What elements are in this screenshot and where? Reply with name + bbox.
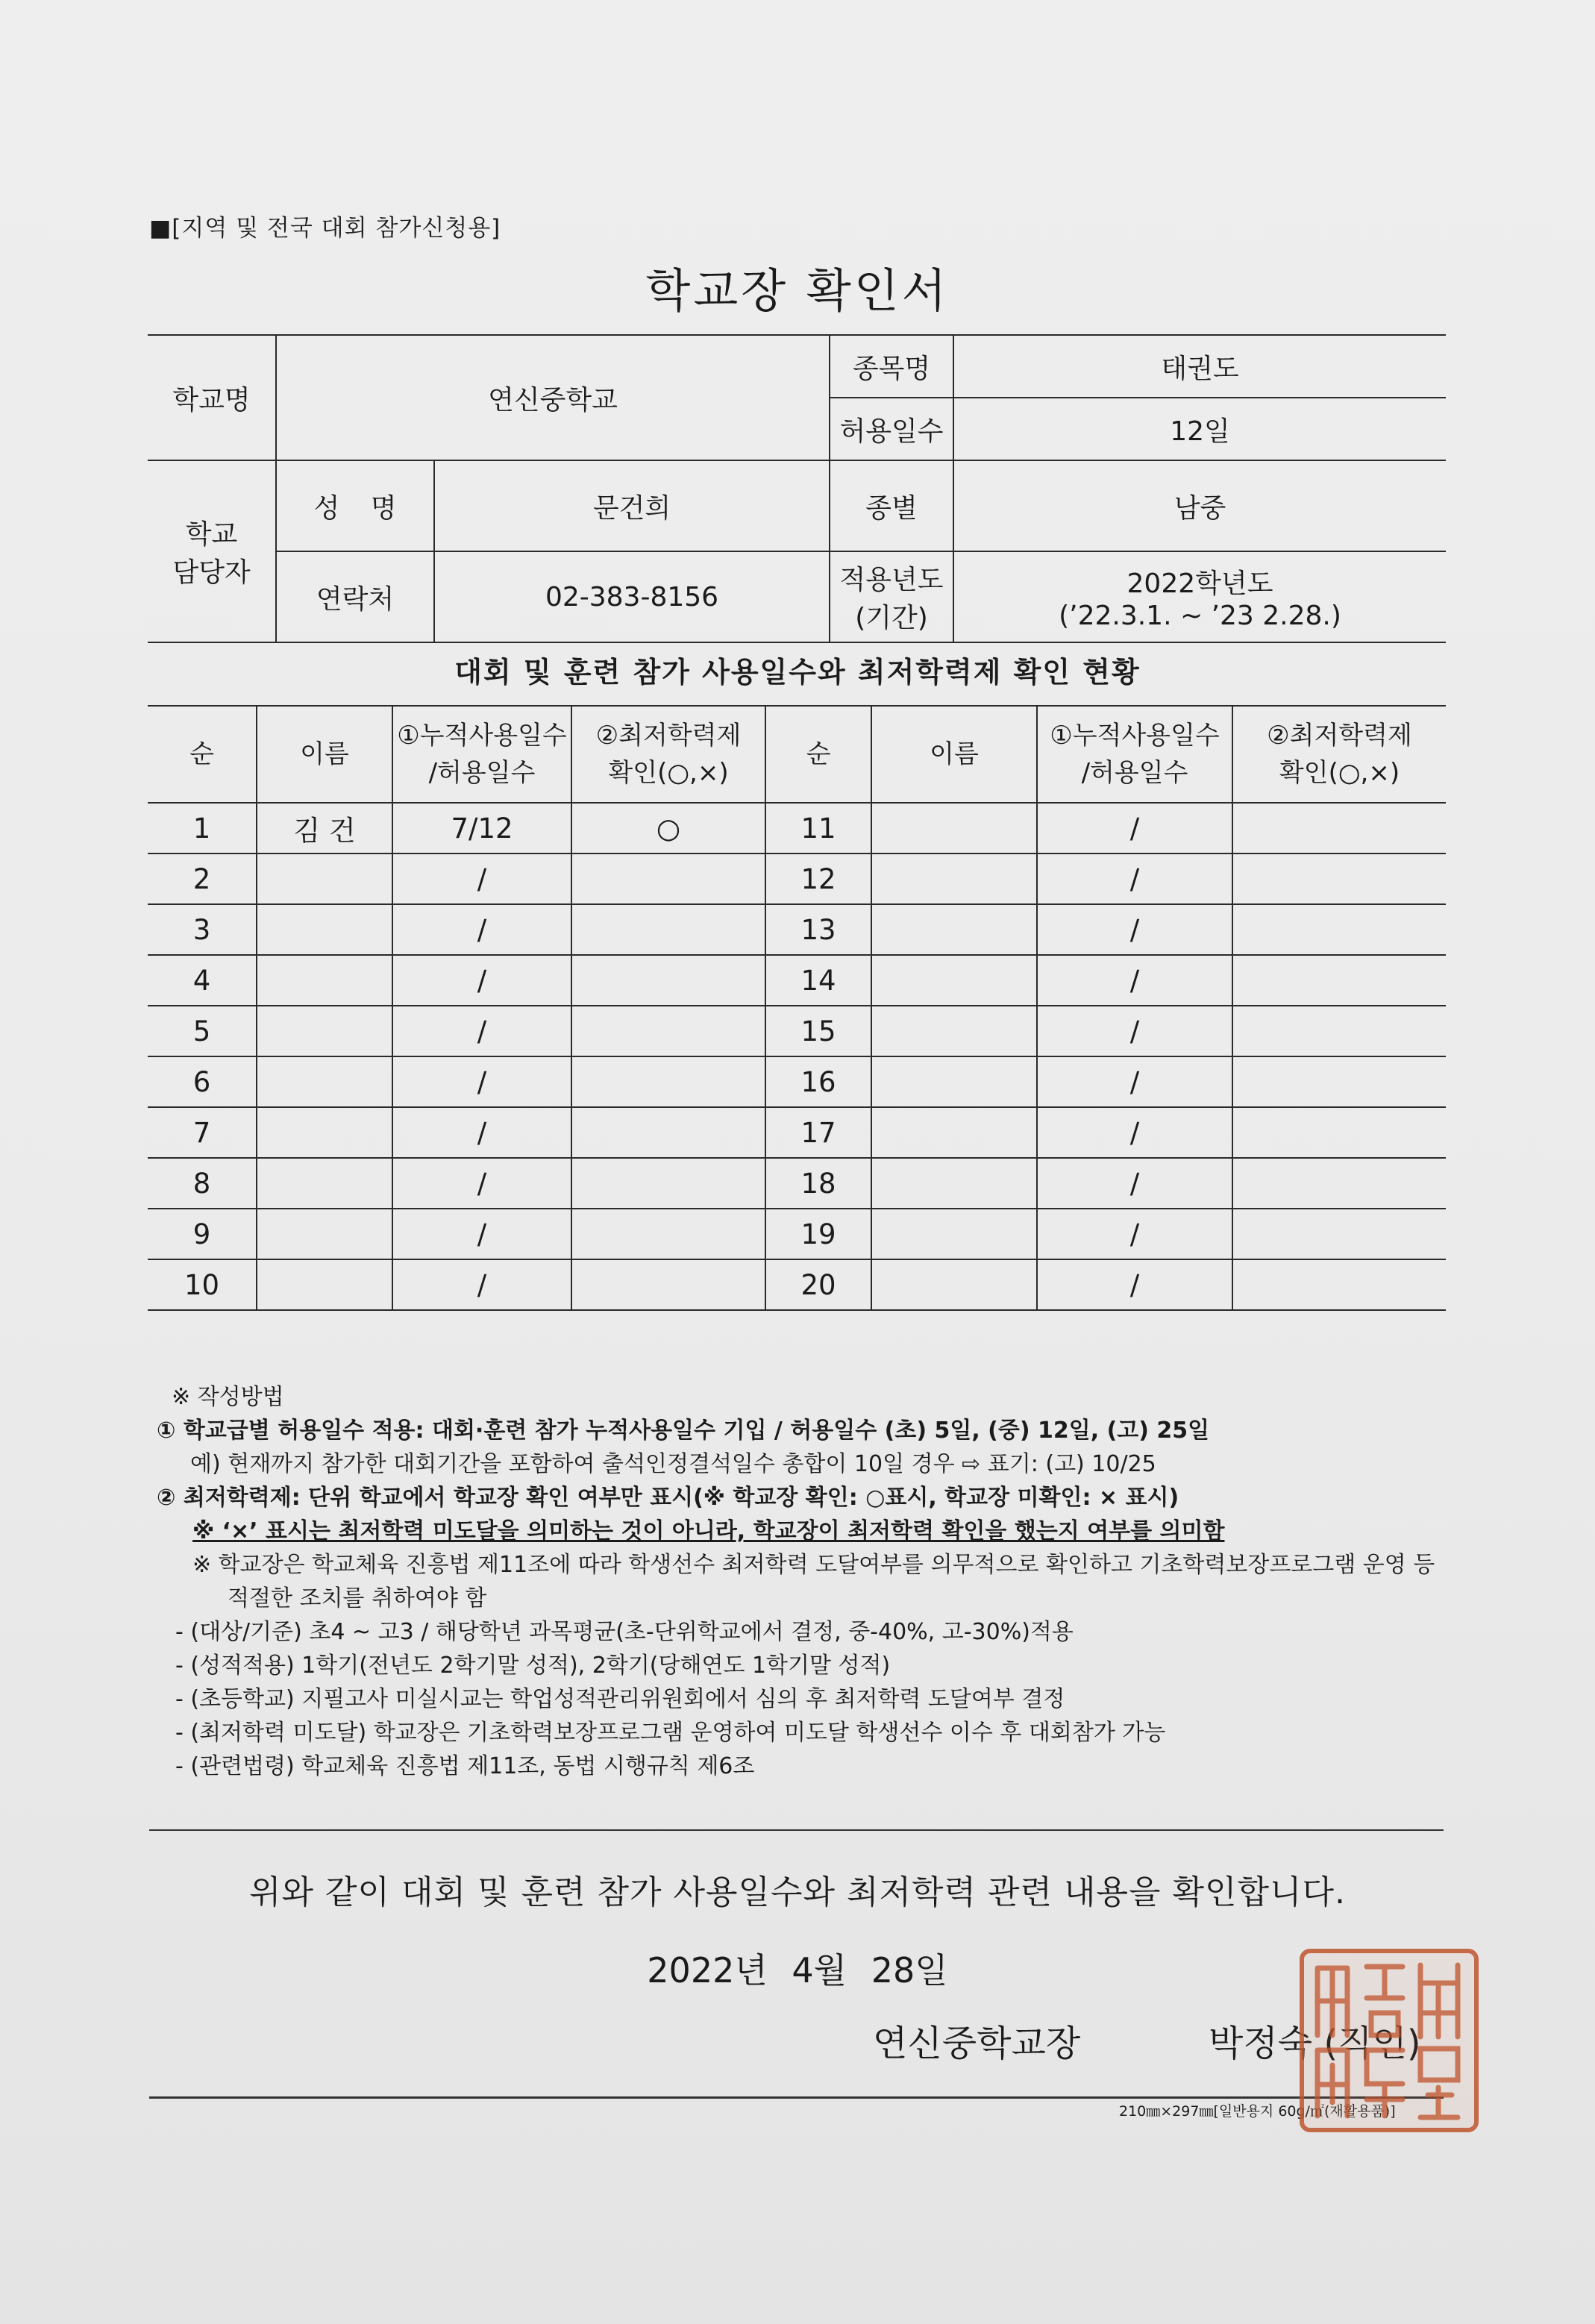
- row-number: 14: [765, 955, 871, 1006]
- row-number: 1: [148, 803, 257, 854]
- academic-check: [571, 1006, 765, 1056]
- official-seal: [1300, 1949, 1479, 2132]
- school-name-value: 연신중학교: [276, 335, 830, 460]
- student-name: [871, 1006, 1037, 1056]
- usage-days: /: [392, 1158, 571, 1209]
- col-days-line1: ①누적사용일수: [397, 721, 567, 751]
- type-label: 종별: [830, 460, 953, 551]
- confirmation-date: 2022년 4월 28일: [647, 1950, 948, 1991]
- usage-days: /: [1037, 854, 1232, 904]
- student-name: [257, 854, 392, 904]
- usage-section-title: 대회 및 훈련 참가 사용일수와 최저학력제 확인 현황: [454, 656, 1141, 689]
- student-name: [257, 1209, 392, 1259]
- table-row: [148, 803, 1446, 854]
- student-name: [257, 1056, 392, 1107]
- usage-days: /: [1037, 904, 1232, 955]
- year-value: [953, 551, 1446, 642]
- row-number: 20: [765, 1259, 871, 1310]
- col-days-line1: ①누적사용일수: [1050, 721, 1220, 751]
- row-number: 16: [765, 1056, 871, 1107]
- guide-detail-5: - (관련법령) 학교체육 진흥법 제11조, 동법 시행규칙 제6조: [175, 1753, 755, 1779]
- col-days-line2: /허용일수: [1081, 758, 1188, 788]
- student-name: [257, 955, 392, 1006]
- manager-label-line1: 학교: [185, 519, 238, 550]
- student-name: [257, 1158, 392, 1209]
- table-row: [148, 1056, 1446, 1107]
- academic-check: ○: [571, 803, 765, 854]
- academic-check: [571, 904, 765, 955]
- guide-detail-4: - (최저학력 미도달) 학교장은 기초학력보장프로그램 운영하여 미도달 학생선수 이수 후 대회참가 가능: [175, 1720, 1166, 1746]
- col-check-header: [1232, 706, 1446, 803]
- year-label-line1: 적용년도: [839, 565, 944, 595]
- row-number: 6: [148, 1056, 257, 1107]
- student-name: [257, 904, 392, 955]
- guide-item-1-example: 예) 현재까지 참가한 대회기간을 포함하여 출석인정결석일수 총합이 10일 경우 ⇨ 표기: (고) 10/25: [190, 1451, 1156, 1477]
- table-row: [148, 955, 1446, 1006]
- school-year-period: (’22.3.1. ~ ’23 2.28.): [1059, 601, 1341, 631]
- student-name: [871, 1158, 1037, 1209]
- principal-name: 박정숙 (직인): [1209, 2023, 1421, 2064]
- academic-check: [1232, 1107, 1446, 1158]
- table-row: [148, 1209, 1446, 1259]
- writing-guide: [157, 1380, 1455, 1783]
- col-no-header: 순: [148, 706, 257, 803]
- row-number: 12: [765, 854, 871, 904]
- manager-name-value: 문건희: [434, 460, 830, 551]
- guide-item-2-note-b-line1: ※ 학교장은 학교체육 진흥법 제11조에 따라 학생선수 최저학력 도달여부를 의무적으로 확인하고 기초학력보장프로그램 운영 등: [192, 1552, 1435, 1578]
- student-name: [871, 803, 1037, 854]
- manager-label: [148, 460, 276, 642]
- academic-check: [1232, 1056, 1446, 1107]
- manager-label-line2: 담당자: [172, 557, 251, 588]
- table-row: [148, 1158, 1446, 1209]
- year-label: [830, 551, 953, 642]
- usage-days: /: [392, 1209, 571, 1259]
- col-days-line2: /허용일수: [428, 758, 536, 788]
- school-year: 2022학년도: [1126, 569, 1273, 599]
- usage-days: /: [392, 854, 571, 904]
- usage-days: /: [1037, 1158, 1232, 1209]
- contact-label: 연락처: [276, 551, 434, 642]
- row-number: 13: [765, 904, 871, 955]
- allowed-days-label: 허용일수: [830, 398, 953, 460]
- academic-check: [571, 1209, 765, 1259]
- academic-check: [1232, 1259, 1446, 1310]
- student-name: [871, 1209, 1037, 1259]
- col-check-line2: 확인(○,×): [1279, 758, 1400, 788]
- col-check-line1: ②최저학력제: [1267, 721, 1412, 751]
- row-number: 9: [148, 1209, 257, 1259]
- school-info-table: [148, 334, 1446, 643]
- academic-check: [571, 1158, 765, 1209]
- col-check-header: [571, 706, 765, 803]
- row-number: 10: [148, 1259, 257, 1310]
- usage-days: /: [1037, 1107, 1232, 1158]
- student-name: 김 건: [257, 803, 392, 854]
- row-number: 17: [765, 1107, 871, 1158]
- document-title: 학교장 확인서: [645, 263, 950, 318]
- usage-days: /: [392, 955, 571, 1006]
- academic-check: [571, 1056, 765, 1107]
- usage-days: /: [1037, 803, 1232, 854]
- academic-check: [571, 1107, 765, 1158]
- usage-days: /: [392, 1056, 571, 1107]
- principal-title: 연신중학교장: [873, 2023, 1081, 2064]
- academic-check: [1232, 803, 1446, 854]
- row-number: 18: [765, 1158, 871, 1209]
- usage-rows: [148, 803, 1446, 1310]
- col-name-header: 이름: [871, 706, 1037, 803]
- academic-check: [1232, 904, 1446, 955]
- student-name: [871, 854, 1037, 904]
- table-row: [148, 1006, 1446, 1056]
- col-no-header: 순: [765, 706, 871, 803]
- usage-days: /: [1037, 955, 1232, 1006]
- table-row: [148, 1259, 1446, 1310]
- student-name: [257, 1107, 392, 1158]
- row-number: 11: [765, 803, 871, 854]
- row-number: 2: [148, 854, 257, 904]
- usage-days: /: [392, 904, 571, 955]
- row-number: 4: [148, 955, 257, 1006]
- usage-days: /: [392, 1006, 571, 1056]
- student-name: [871, 1056, 1037, 1107]
- confirmation-statement: 위와 같이 대회 및 훈련 참가 사용일수와 최저학력 관련 내용을 확인합니다.: [249, 1873, 1346, 1911]
- row-number: 15: [765, 1006, 871, 1056]
- bottom-divider-line: [149, 2096, 1444, 2099]
- seal-glyphs: [1304, 1953, 1474, 2128]
- usage-days: /: [392, 1107, 571, 1158]
- table-row: [148, 1107, 1446, 1158]
- academic-check: [1232, 1006, 1446, 1056]
- academic-check: [571, 955, 765, 1006]
- row-number: 5: [148, 1006, 257, 1056]
- usage-header-row: [148, 706, 1446, 803]
- manager-name-label: 성 명: [276, 460, 434, 551]
- usage-days: 7/12: [392, 803, 571, 854]
- sport-value: 태권도: [953, 335, 1446, 398]
- col-days-header: [1037, 706, 1232, 803]
- row-number: 8: [148, 1158, 257, 1209]
- col-check-line1: ②최저학력제: [595, 721, 742, 751]
- guide-heading: ※ 작성방법: [172, 1384, 284, 1410]
- col-check-line2: 확인(○,×): [608, 758, 729, 788]
- year-label-line2: (기간): [855, 603, 928, 633]
- student-name: [871, 904, 1037, 955]
- row-number: 3: [148, 904, 257, 955]
- guide-item-2-note-a: ※ ‘×’ 표시는 최저학력 미도달을 의미하는 것이 아니라, 학교장이 최저학력 확인을 했는지 여부를 의미함: [192, 1518, 1225, 1544]
- usage-days: /: [1037, 1056, 1232, 1107]
- usage-days: /: [392, 1259, 571, 1310]
- academic-check: [1232, 955, 1446, 1006]
- table-row: [148, 904, 1446, 955]
- contact-value: 02-383-8156: [434, 551, 830, 642]
- table-row: [148, 854, 1446, 904]
- usage-days: /: [1037, 1006, 1232, 1056]
- sport-label: 종목명: [830, 335, 953, 398]
- allowed-days-value: 12일: [953, 398, 1446, 460]
- usage-days: /: [1037, 1259, 1232, 1310]
- student-name: [257, 1006, 392, 1056]
- row-number: 7: [148, 1107, 257, 1158]
- guide-item-2: ② 최저학력제: 단위 학교에서 학교장 확인 여부만 표시(※ 학교장 확인: ○표시, 학교장 미확인: × 표시): [157, 1485, 1179, 1511]
- col-days-header: [392, 706, 571, 803]
- academic-check: [571, 1259, 765, 1310]
- guide-item-2-note-b-line2: 적절한 조치를 취하여야 함: [228, 1585, 487, 1612]
- student-name: [871, 955, 1037, 1006]
- paper-spec: 210㎜×297㎜[일반용지 60g/㎡(재활용품)]: [1119, 2103, 1396, 2120]
- guide-detail-2: - (성적적용) 1학기(전년도 2학기말 성적), 2학기(당해연도 1학기말 성적): [175, 1653, 891, 1679]
- col-name-header: 이름: [257, 706, 392, 803]
- guide-detail-1: - (대상/기준) 초4 ~ 고3 / 해당학년 과목평균(초-단위학교에서 결정, 중-40%, 고-30%)적용: [175, 1619, 1074, 1645]
- row-number: 19: [765, 1209, 871, 1259]
- student-name: [257, 1259, 392, 1310]
- usage-days: /: [1037, 1209, 1232, 1259]
- school-name-label: 학교명: [148, 335, 276, 460]
- usage-table: [148, 705, 1446, 1311]
- form-category: ■[지역 및 전국 대회 참가신청용]: [149, 215, 501, 242]
- student-name: [871, 1259, 1037, 1310]
- student-name: [871, 1107, 1037, 1158]
- type-value: 남중: [953, 460, 1446, 551]
- academic-check: [1232, 1158, 1446, 1209]
- academic-check: [571, 854, 765, 904]
- academic-check: [1232, 1209, 1446, 1259]
- academic-check: [1232, 854, 1446, 904]
- divider-line: [149, 1829, 1444, 1831]
- guide-detail-3: - (초등학교) 지필고사 미실시교는 학업성적관리위원회에서 심의 후 최저학력 도달여부 결정: [175, 1686, 1065, 1712]
- guide-item-1: ① 학교급별 허용일수 적용: 대회·훈련 참가 누적사용일수 기입 / 허용일수 (초) 5일, (중) 12일, (고) 25일: [157, 1418, 1210, 1444]
